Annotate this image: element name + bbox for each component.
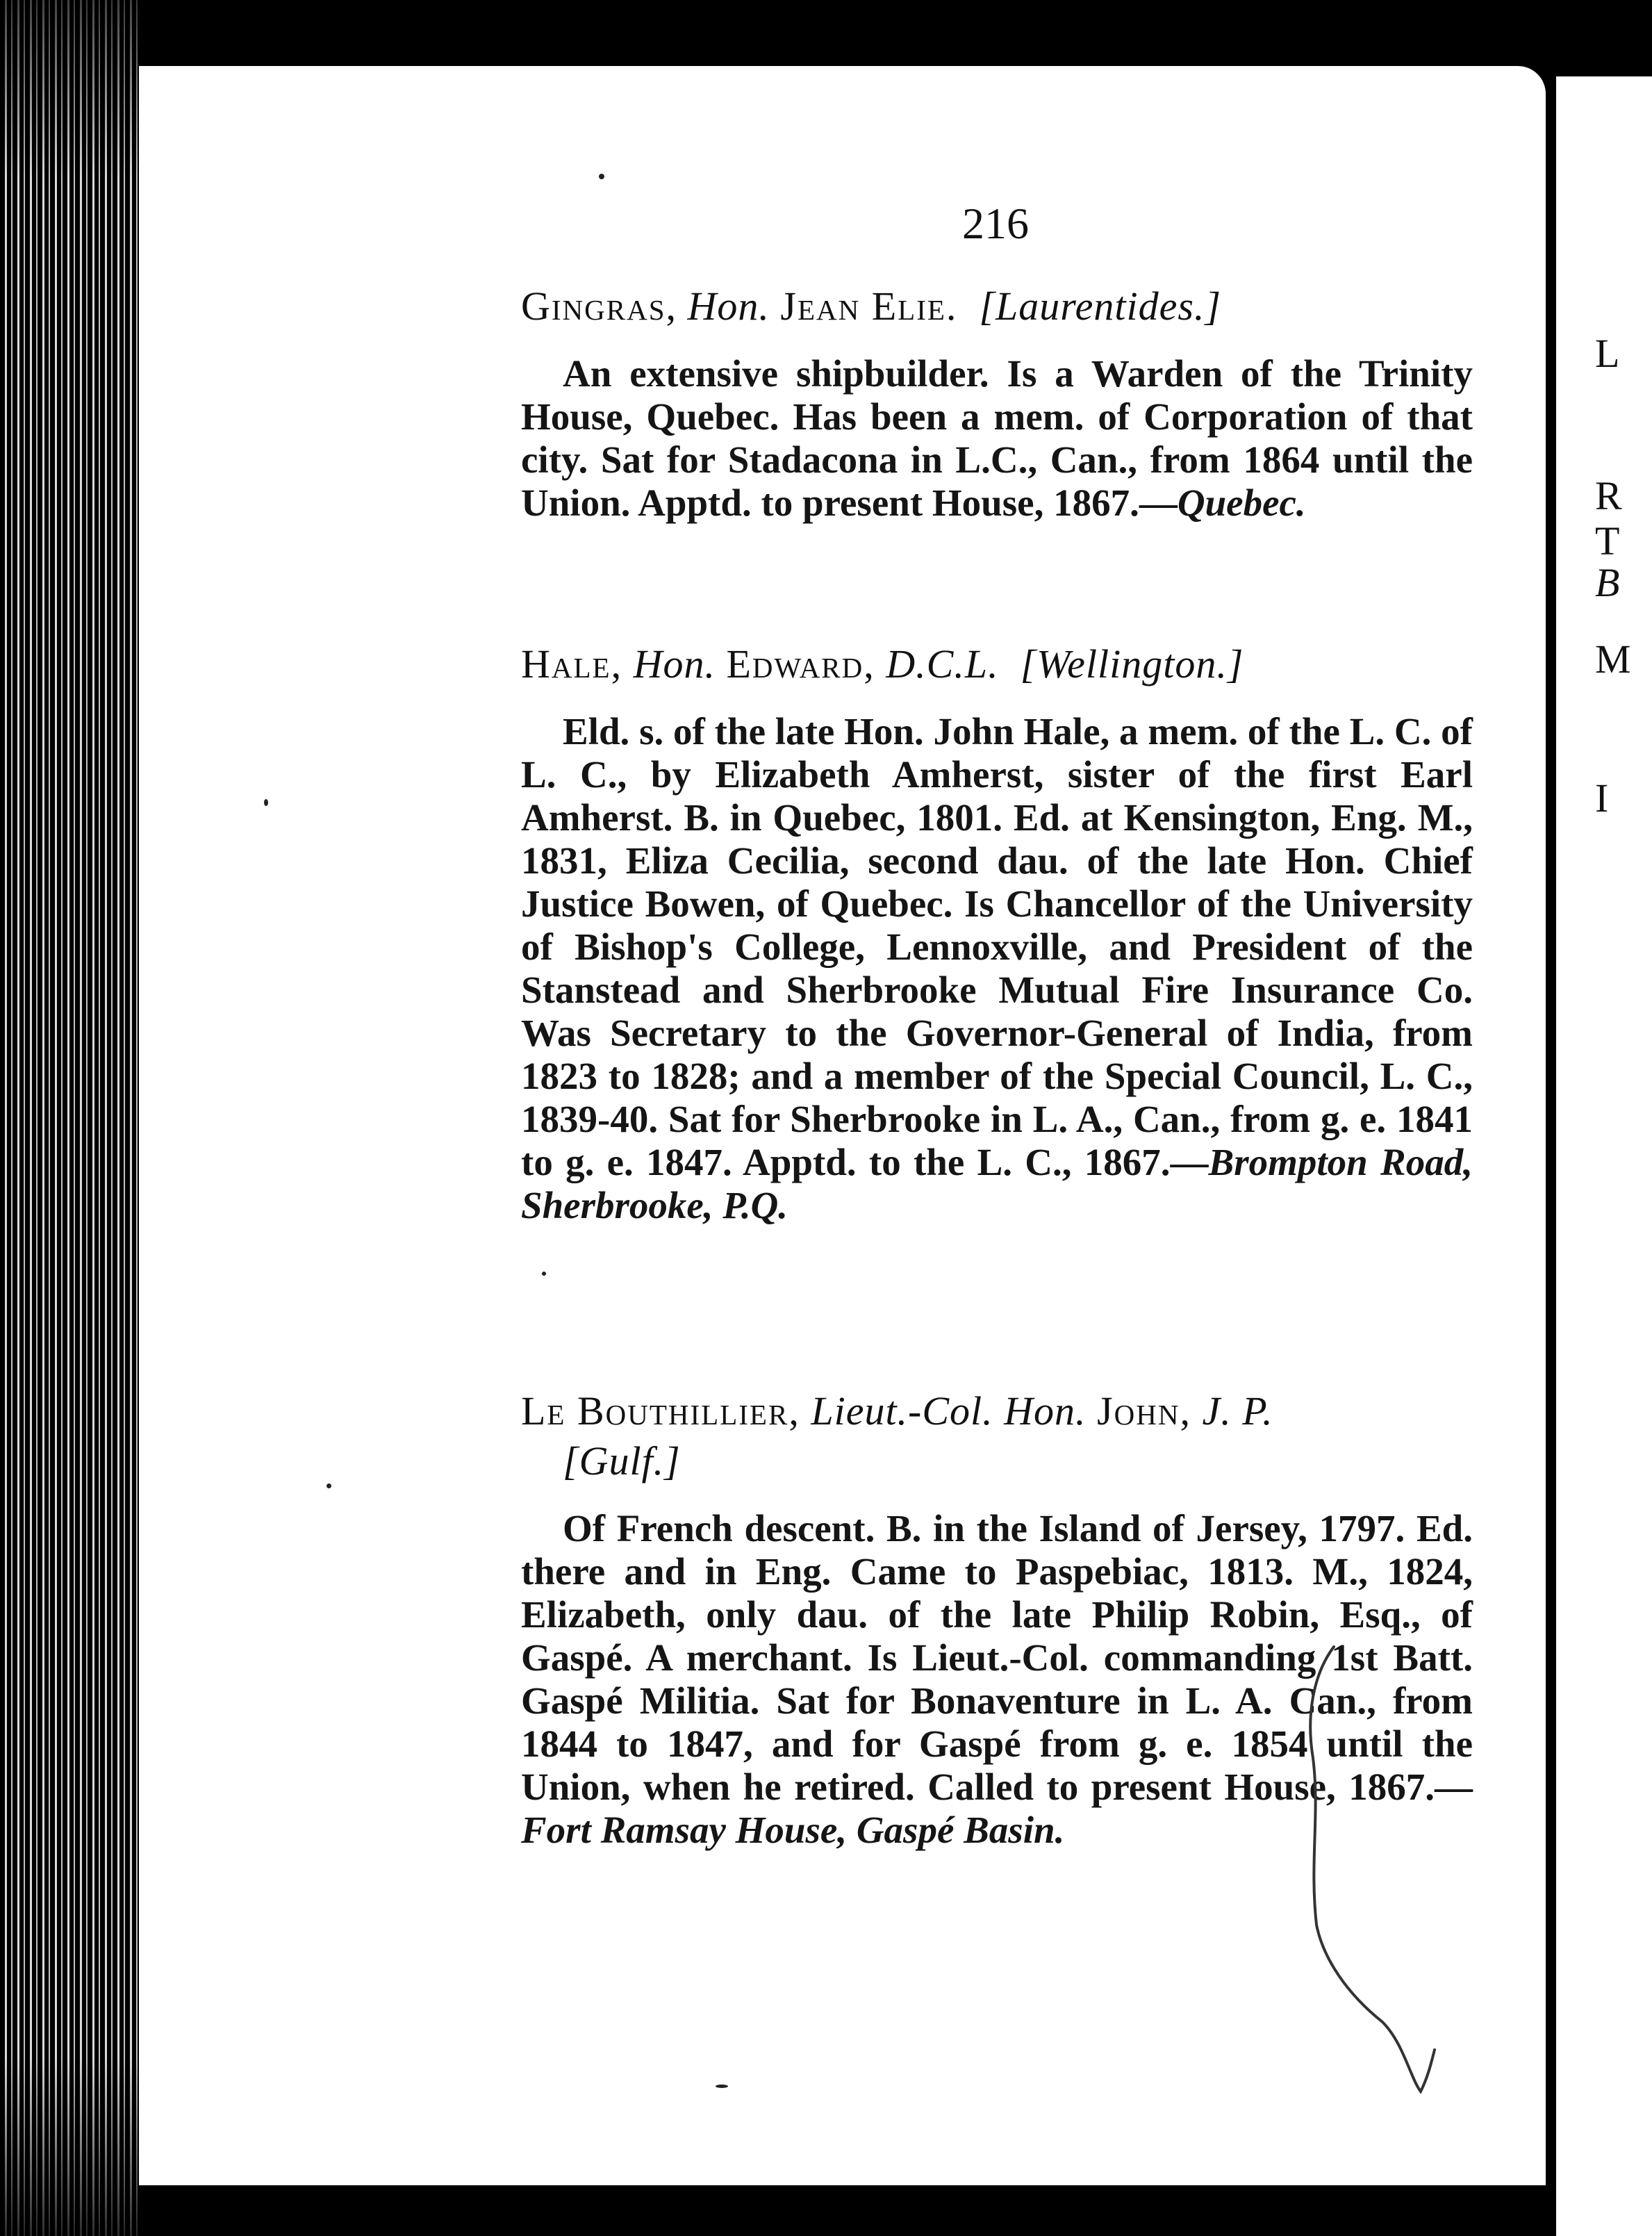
- entry-degree: J. P.: [1202, 1388, 1273, 1433]
- entry-title: Hon.: [687, 283, 770, 329]
- entry-title: Hon.: [633, 641, 716, 687]
- entry-heading: Gingras, Hon. Jean Elie. [Laurentides.]: [521, 283, 1222, 329]
- scan-speck: [327, 1483, 331, 1488]
- entry-hale: [521, 639, 1473, 1227]
- entry-given-name: Jean Elie.: [780, 283, 958, 329]
- entry-title: Lieut.-Col. Hon.: [811, 1388, 1087, 1433]
- entry-constituency: [Laurentides.]: [979, 283, 1222, 329]
- entry-address: Fort Ramsay House, Gaspé Basin.: [521, 1809, 1065, 1851]
- entry-surname: Gingras: [521, 283, 666, 329]
- scan-speck: [716, 2085, 728, 2088]
- entry-given-name: Edward,: [726, 641, 875, 687]
- entry-bio: [521, 710, 1473, 1227]
- entry-bio: [521, 352, 1473, 525]
- entry-bio-text: An extensive shipbuilder. Is a Warden of the Trinity House, Quebec. Has been a mem. of Corporation of that city. Sat for Stadacona in L.C., Can., from 1864 until the Union. Apptd. to present House, 1867.—: [521, 352, 1473, 524]
- book-page-edges: [0, 0, 139, 2236]
- scan-speck: [542, 1272, 546, 1276]
- entry-degree: D.C.L.: [886, 641, 999, 687]
- scan-speck: [264, 799, 268, 806]
- adjacent-letter: B: [1595, 560, 1620, 605]
- page-number: 216: [962, 199, 1029, 248]
- entry-heading: [521, 1386, 1473, 1436]
- entry-bio-text: Of French descent. B. in the Island of Jersey, 1797. Ed. there and in Eng. Came to Paspebiac, 1813. M., 1824, Elizabeth, only dau. of the late Philip Robin, Esq., of Gaspé. A merchant. Is Lieut.-Col. commanding 1st Batt. Gaspé Militia. Sat for Bonaventure in L. A. Can., from 1844 to 1847, and for Gaspé from g. e. 1854 until the Union, when he retired. Called to present House, 1867.—: [521, 1507, 1473, 1808]
- adjacent-letter: L: [1595, 331, 1620, 376]
- adjacent-page-sliver: [1556, 76, 1652, 2236]
- adjacent-letter: T: [1595, 518, 1620, 564]
- adjacent-letter: M: [1595, 636, 1631, 682]
- adjacent-letter: R: [1595, 473, 1622, 518]
- entry-bio-text: Eld. s. of the late Hon. John Hale, a mem. of the L. C. of L. C., by Elizabeth Amherst, sister of the first Earl Amherst. B. in Quebec, 1801. Ed. at Kensington, Eng. M., 1831, Eliza Cecilia, second dau. of the late Hon. Chief Justice Bowen, of Quebec. Is Chancellor of the University of Bishop's College, Lennoxville, and President of the Stanstead and Sherbrooke Mutual Fire Insurance Co. Was Secretary to the Governor-General of India, from 1823 to 1828; and a member of the Special Council, L. C., 1839-40. Sat for Sherbrooke in L. A., Can., from g. e. 1841 to g. e. 1847. Apptd. to the L. C., 1867.—: [521, 710, 1473, 1183]
- entry-constituency: [Wellington.]: [1020, 641, 1244, 687]
- entry-address: Quebec.: [1177, 482, 1306, 524]
- entry-constituency: [Gulf.]: [563, 1438, 681, 1483]
- entry-gingras: [521, 281, 1473, 525]
- scan-speck: [599, 174, 604, 179]
- entry-address: Brompton Road, Sherbrooke, P.Q.: [521, 1141, 1473, 1226]
- entry-heading: [521, 639, 1473, 689]
- entry-heading-continued: [563, 1436, 1473, 1486]
- pencil-mark-icon: [1306, 1633, 1480, 2098]
- entry-surname: Le Bouthillier,: [521, 1388, 800, 1433]
- entry-surname: Hale,: [521, 641, 623, 687]
- adjacent-letter: I: [1595, 775, 1609, 821]
- entry-given-name: John,: [1097, 1388, 1191, 1433]
